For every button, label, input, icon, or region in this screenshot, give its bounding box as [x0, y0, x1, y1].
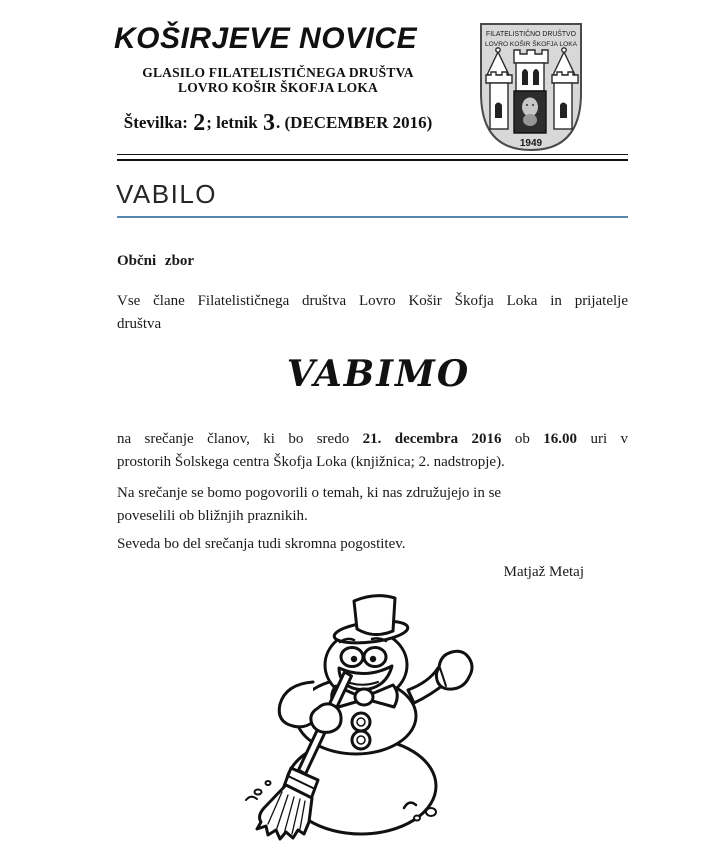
issue-line	[112, 110, 444, 137]
masthead-double-rule	[117, 154, 628, 161]
paragraph-topics	[117, 482, 628, 528]
heading-underline	[117, 216, 628, 218]
snowman-graphic	[238, 586, 478, 848]
emblem-text-line-1: FILATELISTIČNO DRUŠTVO	[486, 31, 578, 38]
meeting-date: 21. decembra 2016	[362, 431, 502, 447]
emblem-graphic	[478, 21, 584, 153]
emblem-year: 1949	[519, 138, 543, 149]
issue-separator: ;	[206, 113, 217, 132]
signature: Matjaž Metaj	[503, 564, 584, 580]
topics-line-2: poveselili ob bližnjih praznikih.	[117, 508, 308, 524]
meeting-time: 16.00	[543, 431, 578, 447]
issue-date: . (DECEMBER 2016)	[275, 113, 433, 132]
paragraph-intro-line-2: društva	[117, 316, 162, 332]
invite-word: VABIMO	[286, 353, 471, 395]
issue-number: 2	[193, 110, 206, 136]
paragraph-intro	[117, 290, 628, 336]
meeting-text-pre: na srečanje članov, ki bo sredo	[117, 431, 363, 447]
issue-label: Številka:	[123, 113, 188, 132]
paragraph-intro-line-1: Vse člane Filatelističnega društva Lovro Košir Škofja Loka in prijatelje	[117, 293, 628, 309]
section-heading: VABILO	[116, 179, 218, 209]
castle-drawing	[486, 48, 578, 133]
emblem-text-line-2: LOVRO KOŠIR ŠKOFJA LOKA	[485, 41, 577, 48]
article-subheading: Občni zbor	[117, 253, 195, 269]
subtitle-line-1: GLASILO FILATELISTIČNEGA DRUŠTVA	[142, 65, 414, 80]
issue-volume: 3	[262, 110, 275, 136]
meeting-details-line-2: prostorih Šolskega centra Škofja Loka (knjižnica; 2. nadstropje).	[117, 454, 505, 470]
meeting-text-mid: ob	[501, 431, 544, 447]
issue-volume-label: letnik	[216, 113, 262, 132]
meeting-details-line-1	[117, 428, 628, 451]
subtitle-line-2: LOVRO KOŠIR ŠKOFJA LOKA	[177, 79, 378, 95]
snowman-illustration	[238, 586, 478, 848]
newsletter-title: KOŠIRJEVE NOVICE	[114, 22, 418, 55]
society-emblem-logo	[478, 21, 584, 153]
newsletter-subtitle	[117, 66, 439, 95]
meeting-text-post: uri v	[577, 431, 629, 447]
topics-line-1: Na srečanje se bomo pogovorili o temah, ki nas združujejo in se	[117, 485, 502, 501]
paragraph-refreshments: Seveda bo del srečanja tudi skromna pogostitev.	[117, 536, 406, 552]
paragraph-meeting-details	[117, 428, 628, 474]
